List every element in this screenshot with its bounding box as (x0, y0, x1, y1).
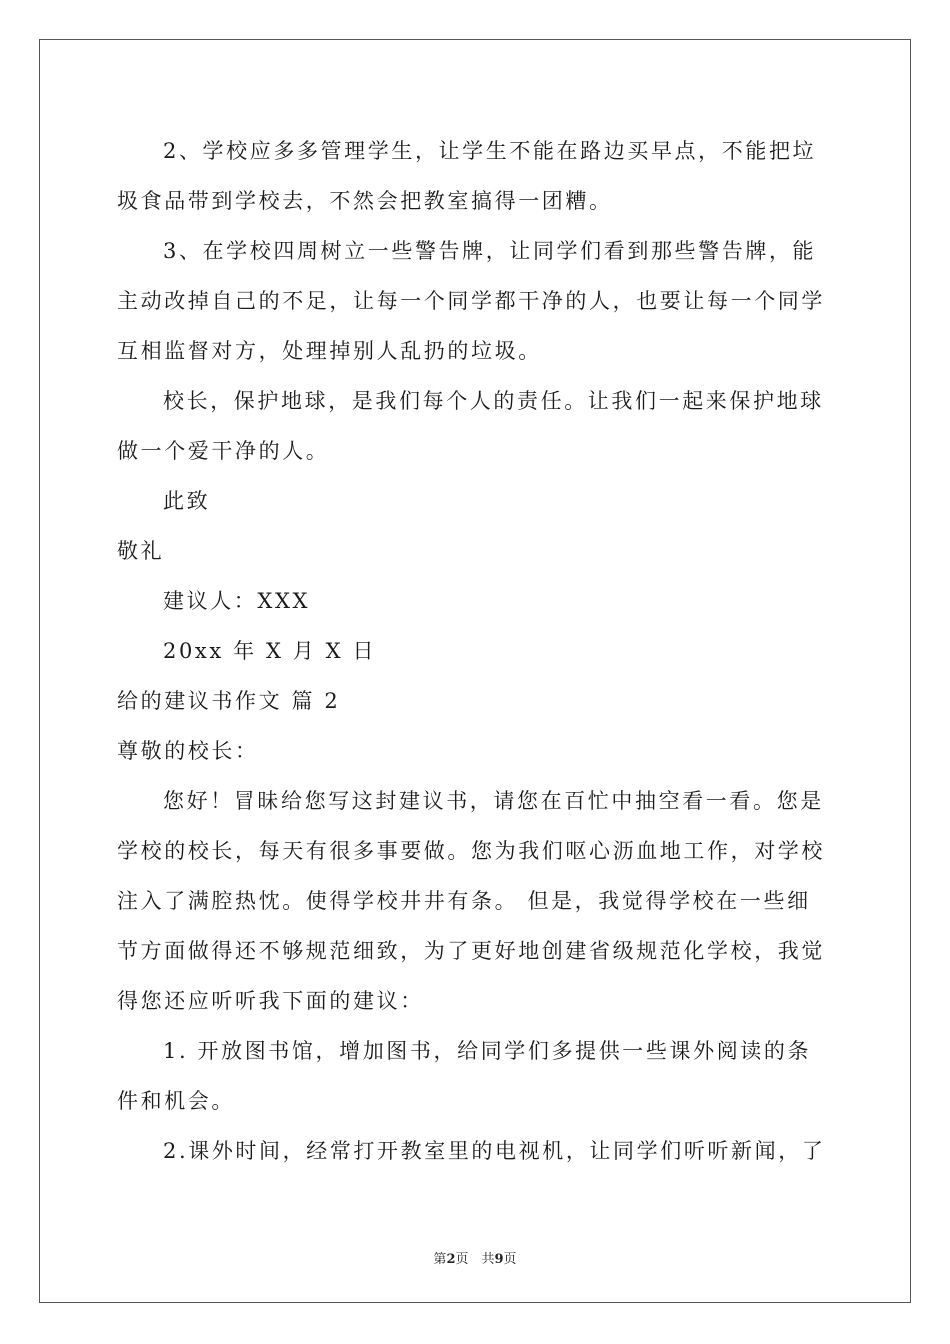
paragraph-line: 您好！冒昧给您写这封建议书，请您在百忙中抽空看一看。您是 (163, 789, 824, 813)
salutation-line: 尊敬的校长： (117, 739, 259, 763)
paragraph-line: 3、在学校四周树立一些警告牌，让同学们看到那些警告牌，能 (163, 239, 817, 263)
document-body (117, 126, 833, 1176)
paragraph-line: 校长，保护地球，是我们每个人的责任。让我们一起来保护地球 (163, 389, 824, 413)
paragraph-line: 互相监督对方，处理掉别人乱扔的垃圾。 (117, 339, 542, 363)
paragraph-line: 做一个爱干净的人。 (117, 439, 330, 463)
closing-line: 敬礼 (117, 539, 165, 563)
list-item-line: 2.课外时间，经常打开教室里的电视机，让同学们听听新闻，了 (163, 1139, 826, 1163)
paragraph-line: 学校的校长，每天有很多事要做。您为我们呕心沥血地工作，对学校 (117, 839, 825, 863)
page-suffix: 页 (503, 1252, 517, 1267)
signature-line: 建议人：XXX (163, 589, 311, 613)
paragraph-line: 节方面做得还不够规范细致，为了更好地创建省级规范化学校，我觉 (117, 939, 825, 963)
page-footer (0, 1248, 950, 1267)
paragraph-line: 2、学校应多多管理学生，让学生不能在路边买早点，不能把垃 (163, 139, 817, 163)
page-total-number: 9 (494, 1252, 504, 1267)
paragraph-line: 主动改掉自己的不足，让每一个同学都干净的人，也要让每一个同学 (117, 289, 825, 313)
paragraph-line: 得您还应听听我下面的建议： (117, 989, 424, 1013)
list-item-line: 1. 开放图书馆，增加图书，给同学们多提供一些课外阅读的条 (163, 1039, 812, 1063)
date-line: 20xx 年 X 月 X 日 (163, 639, 377, 663)
page-mid: 页 共 (455, 1252, 495, 1267)
page-prefix: 第 (433, 1252, 447, 1267)
paragraph-line: 圾食品带到学校去，不然会把教室搞得一团糟。 (117, 189, 613, 213)
page-current-number: 2 (446, 1252, 456, 1267)
section-heading: 给的建议书作文 篇 2 (117, 689, 341, 713)
paragraph-line: 注入了满腔热忱。使得学校井井有条。 但是，我觉得学校在一些细 (117, 889, 811, 913)
closing-line: 此致 (163, 489, 211, 513)
list-item-line: 件和机会。 (117, 1089, 235, 1113)
